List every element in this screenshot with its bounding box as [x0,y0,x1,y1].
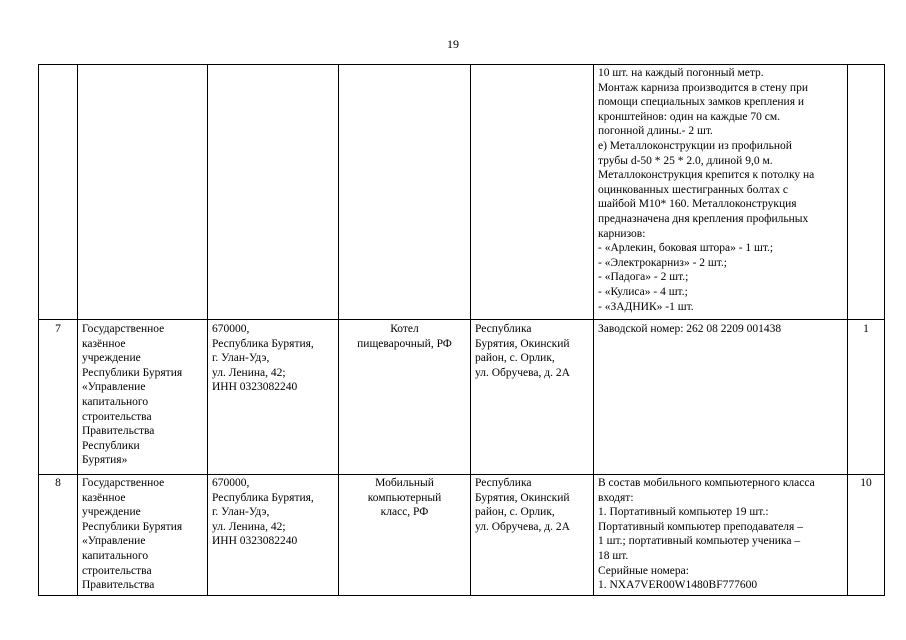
cell-line: г. Улан-Удэ, [212,506,270,519]
cell-line: оцинкованных шестигранных болтах с [598,183,788,196]
cell-line: Государственное [82,477,165,489]
cell-line: В состав мобильного компьютерного класса [598,477,815,489]
cell-line: ул. Ленина, 42; [212,366,286,379]
cell-line: Республики Бурятия [82,520,183,533]
cell-line: Монтаж карниза производится в стену при [598,81,808,94]
cell-line: Бурятия, Окинский [475,491,570,504]
cell-line: класс, РФ [380,506,429,519]
inventory-table [38,64,885,596]
table-row [39,475,885,596]
cell-line: район, с. Орлик, [475,352,555,365]
cell-line: «Управление [82,535,146,548]
location-cell [471,320,594,475]
cell-line: 670000, [212,477,250,489]
cell-line: трубы d-50 * 25 * 2.0, длиной 9,0 м. [598,154,773,167]
address-cell [208,65,339,320]
cell-line: Портативный компьютер преподавателя – [598,520,803,533]
cell-line: ул. Обручева, д. 2А [475,366,570,379]
cell-line: компьютерный [367,491,442,504]
cell-line: - «Падога» - 2 шт.; [598,271,689,284]
cell-line: пищеварочный, РФ [357,337,452,350]
cell-line: ИНН 0323082240 [212,535,298,548]
table-row [39,320,885,475]
cell-line: 10 шт. на каждый погонный метр. [598,67,764,79]
cell-line: ул. Ленина, 42; [212,520,286,533]
quantity-cell: 10 [848,475,885,596]
cell-line: 1 шт.; портативный компьютер ученика – [598,535,801,548]
cell-line: 670000, [212,323,250,335]
cell-line: шайбой М10* 160. Металлоконструкция [598,198,797,211]
cell-line: кронштейнов: один на каждые 70 см. [598,110,781,123]
cell-line: Серийные номера: [598,564,689,577]
table-body [39,65,885,596]
cell-line: Правительства [82,425,155,438]
cell-line: Республика Бурятия, [212,337,314,350]
cell-line: учреждение [82,506,141,519]
row-number-cell: 7 [39,320,78,475]
quantity-cell: 1 [848,320,885,475]
cell-line: Республики Бурятия [82,366,183,379]
cell-line: - «Кулиса» - 4 шт.; [598,285,688,298]
owner-cell [78,65,208,320]
address-cell [208,475,339,596]
table-row [39,65,885,320]
cell-line: ул. Обручева, д. 2А [475,520,570,533]
cell-line: Металлоконструкция крепится к потолку на [598,169,815,182]
cell-line: ИНН 0323082240 [212,381,298,394]
cell-line: предназначена дня крепления профильных [598,212,809,225]
item-name-cell [339,65,471,320]
cell-line: Государственное [82,323,165,335]
cell-line: 1. Портативный компьютер 19 шт.: [598,506,769,519]
cell-line: помощи специальных замков крепления и [598,96,805,109]
cell-line: капитального [82,549,149,562]
cell-line: Мобильный [375,477,434,489]
cell-line: входят: [598,491,634,504]
item-name-cell [339,475,471,596]
cell-line: - «Электрокарниз» - 2 шт.; [598,256,727,269]
cell-line: Республика [475,323,532,335]
cell-line: «Управление [82,381,146,394]
cell-line: Республика [475,477,532,489]
details-cell [594,475,848,596]
cell-line: Бурятия» [82,454,128,467]
cell-line: Заводской номер: 262 08 2209 001438 [598,323,782,335]
cell-line: г. Улан-Удэ, [212,352,270,365]
address-cell [208,320,339,475]
page-number: 19 [447,37,459,51]
details-cell [594,320,848,475]
cell-line: Республики [82,439,140,452]
details-cell [594,65,848,320]
cell-line: 18 шт. [598,549,629,562]
cell-line: учреждение [82,352,141,365]
cell-line: Котел [390,323,419,335]
quantity-cell [848,65,885,320]
cell-line: строительства [82,564,152,577]
cell-line: район, с. Орлик, [475,506,555,519]
cell-line: строительства [82,410,152,423]
owner-cell [78,475,208,596]
cell-line: Республика Бурятия, [212,491,314,504]
cell-line: 1. NXA7VER00W1480BF777600 [598,579,758,592]
owner-cell [78,320,208,475]
item-name-cell [339,320,471,475]
cell-line: - «Арлекин, боковая штора» - 1 шт.; [598,242,774,255]
cell-line: капитального [82,395,149,408]
cell-line: - «ЗАДНИК» -1 шт. [598,300,694,313]
cell-line: казённое [82,491,126,504]
row-number-cell: 8 [39,475,78,596]
location-cell [471,475,594,596]
cell-line: Бурятия, Окинский [475,337,570,350]
row-number-cell [39,65,78,320]
cell-line: казённое [82,337,126,350]
location-cell [471,65,594,320]
cell-line: погонной длины.- 2 шт. [598,125,713,138]
cell-line: Правительства [82,579,155,592]
cell-line: е) Металлоконструкции из профильной [598,139,792,152]
cell-line: карнизов: [598,227,646,240]
